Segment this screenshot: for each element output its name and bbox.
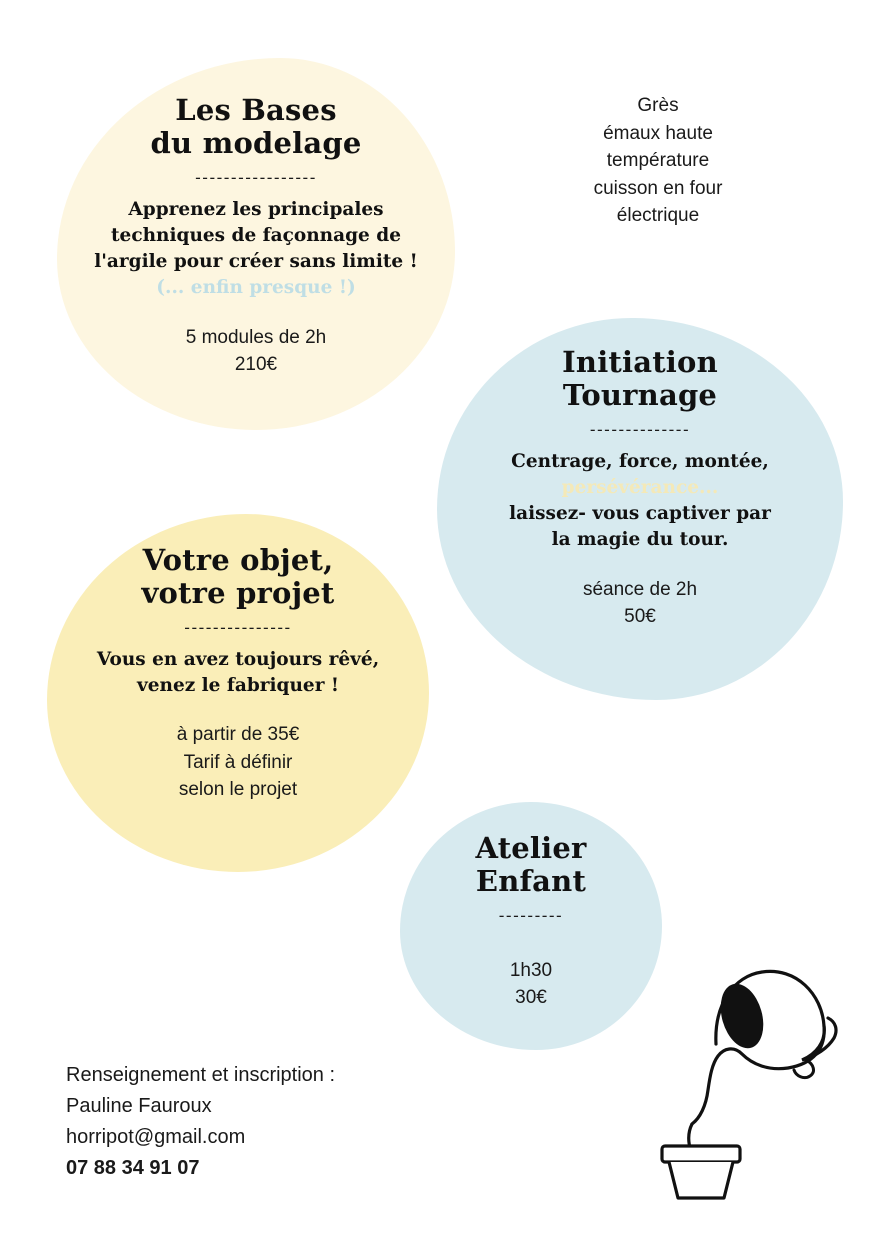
offer-content [57, 94, 455, 379]
offer-price: 210€ [234, 354, 278, 376]
offer-price: 50€ [624, 606, 656, 628]
spacer [47, 699, 429, 721]
offer-description-line3: l'argile pour créer sans limite ! [94, 251, 418, 273]
offer-description-line3: la magie du tour. [551, 529, 729, 551]
offer-title-line2: votre projet [141, 576, 335, 611]
contact-block [66, 1060, 486, 1184]
offer-description-line2: techniques de façonnage de [111, 224, 401, 246]
offer-price-line3: selon le projet [178, 779, 298, 801]
offer-price-line2: Tarif à définir [183, 751, 293, 773]
materials-line: cuisson en four [593, 177, 723, 199]
offer-description-line2: laissez- vous captiver par [509, 503, 771, 525]
offer-card-projet [47, 514, 429, 872]
offer-price-line1: à partir de 35€ [176, 724, 300, 746]
materials-line: Grès [637, 95, 679, 116]
materials-line: émaux haute [603, 122, 713, 144]
offer-title-line2: Tournage [562, 378, 718, 413]
offer-card-enfant [400, 802, 662, 1050]
offer-price: 30€ [515, 987, 547, 1009]
offer-duration: séance de 2h [582, 578, 698, 600]
offer-divider: --------- [498, 905, 564, 925]
offer-faded-note: (... enfin presque !) [156, 277, 356, 299]
offer-description-line2: venez le fabriquer ! [136, 674, 340, 696]
spacer [437, 554, 843, 576]
spacer [57, 302, 455, 324]
offer-duration: 5 modules de 2h [185, 326, 327, 348]
offer-title-line1: Initiation [562, 345, 718, 379]
offer-title-line1: Les Bases [175, 93, 337, 127]
contact-name: Pauline Fauroux [66, 1095, 212, 1117]
contact-phone[interactable]: 07 88 34 91 07 [66, 1157, 200, 1179]
offer-title-line2: du modelage [150, 126, 362, 161]
pouring-pitcher-icon [656, 964, 846, 1204]
offer-description-line1: Centrage, force, montée, [511, 450, 769, 472]
offer-title-line1: Votre objet, [142, 543, 334, 577]
offer-content [47, 544, 429, 804]
contact-heading: Renseignement et inscription : [66, 1064, 336, 1086]
offer-divider: -------------- [589, 419, 691, 439]
offer-duration: 1h30 [509, 959, 553, 981]
offer-content [400, 832, 662, 1012]
offer-description-line1: Apprenez les principales [128, 198, 384, 220]
offer-content [437, 346, 843, 631]
materials-line: électrique [616, 205, 700, 227]
contact-email[interactable]: horripot@gmail.com [66, 1126, 246, 1148]
offer-divider: ----------------- [195, 167, 317, 187]
materials-note [548, 92, 768, 230]
offer-divider: --------------- [184, 617, 292, 637]
offer-title-line1: Atelier [475, 831, 587, 865]
offer-card-tournage [437, 318, 843, 700]
offer-faded-note: persévérance... [561, 476, 719, 498]
materials-line: température [606, 150, 710, 172]
offer-card-modelage [57, 58, 455, 430]
offer-title-line2: Enfant [475, 864, 587, 899]
offer-description-line1: Vous en avez toujours rêvé, [96, 648, 380, 670]
spacer [400, 935, 662, 957]
